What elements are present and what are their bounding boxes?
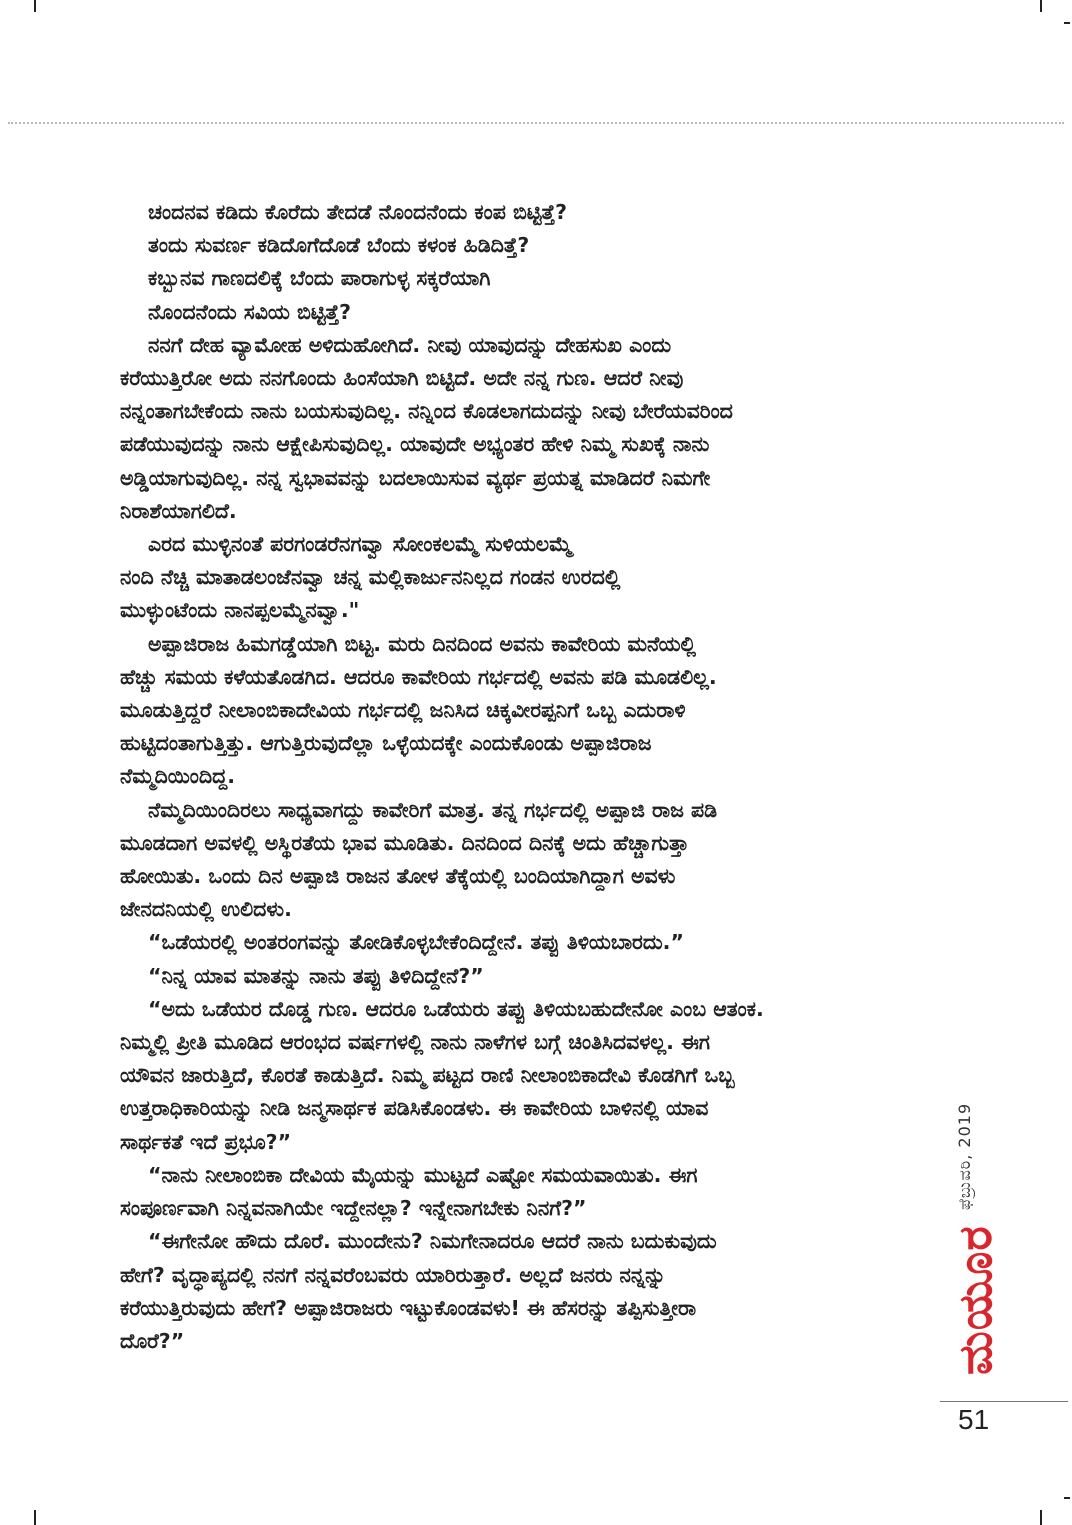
paragraph — [120, 628, 930, 794]
text-line: ನಿರಾಶೆಯಾಗಲಿದೆ. — [120, 498, 237, 523]
crop-mark-bottom-left — [34, 1510, 36, 1525]
crop-mark-top-left — [34, 0, 36, 12]
verse-line: ತಂದು ಸುವರ್ಣ ಕಡಿದೊಗೆದೊಡೆ ಬೆಂದು ಕಳಂಕ ಹಿಡಿದಿತ್ತೆ? — [148, 233, 530, 258]
crop-mark-right-upper — [1064, 22, 1070, 24]
text-line: “ನಿನ್ನ ಯಾವ ಮಾತನ್ನು ನಾನು ತಪ್ಪು ತಿಳಿದಿದ್ದೇನೆ?” — [148, 963, 484, 988]
folio-rule — [940, 1401, 1068, 1402]
text-line: ಮೂಡುತ್ತಿದ್ದರೆ ನೀಲಾಂಬಿಕಾದೇವಿಯ ಗರ್ಭದಲ್ಲಿ ಜನಿಸಿದ ಚಿಕ್ಕವೀರಪ್ಪನಿಗೆ ಒಬ್ಬ ಎದುರಾಳಿ — [120, 698, 686, 723]
text-line: ಹೋಯಿತು. ಒಂದು ದಿನ ಅಪ್ಪಾಜಿ ರಾಜನ ತೋಳ ತೆಕ್ಕೆಯಲ್ಲಿ ಬಂದಿಯಾಗಿದ್ದಾಗ ಅವಳು — [120, 864, 676, 889]
issue-date-text: ಫೆಬ್ರುವರಿ, 2019 — [955, 1102, 974, 1210]
paragraph — [120, 329, 930, 528]
text-line: ನಂದಿ ನೆಚ್ಚಿ ಮಾತಾಡಲಂಜೆನವ್ವಾ ಚನ್ನ ಮಲ್ಲಿಕಾರ್ಜುನನಿಲ್ಲದ ಗಂಡನ ಉರದಲ್ಲಿ — [120, 565, 621, 590]
paragraph — [120, 1159, 930, 1225]
text-line: ಅಪ್ಪಾಜಿರಾಜ ಹಿಮಗಡ್ಡೆಯಾಗಿ ಬಿಟ್ಟ. ಮರು ದಿನದಿಂದ ಅವನು ಕಾವೇರಿಯ ಮನೆಯಲ್ಲಿ — [148, 631, 697, 656]
paragraph — [120, 1225, 930, 1358]
paragraph — [120, 960, 930, 993]
crop-mark-top-right — [1040, 0, 1042, 12]
text-line: “ಅದು ಒಡೆಯರ ದೊಡ್ಡ ಗುಣ. ಆದರೂ ಒಡೆಯರು ತಪ್ಪು ತಿಳಿಯಬಹುದೇನೋ ಎಂಬ ಆತಂಕ. — [148, 996, 764, 1021]
text-line: ನನಗೆ ದೇಹ ವ್ಯಾಮೋಹ ಅಳಿದುಹೋಗಿದೆ. ನೀವು ಯಾವುದನ್ನು ದೇಹಸುಖ ಎಂದು — [148, 332, 672, 357]
text-line: ಮೂಡದಾಗ ಅವಳಲ್ಲಿ ಅಸ್ಥಿರತೆಯ ಭಾವ ಮೂಡಿತು. ದಿನದಿಂದ ದಿನಕ್ಕೆ ಅದು ಹೆಚ್ಚಾಗುತ್ತಾ — [120, 830, 689, 855]
header-dotted-rule — [8, 122, 1064, 124]
text-line: ಹೆಚ್ಚು ಸಮಯ ಕಳೆಯತೊಡಗಿದ. ಆದರೂ ಕಾವೇರಿಯ ಗರ್ಭದಲ್ಲಿ ಅವನು ಪಡಿ ಮೂಡಲಿಲ್ಲ. — [120, 664, 717, 689]
paragraph — [120, 794, 930, 927]
text-line: “ಈಗೇನೋ ಹೌದು ದೊರೆ. ಮುಂದೇನು? ನಿಮಗೇನಾದರೂ ಆದರೆ ನಾನು ಬದುಕುವುದು — [148, 1229, 717, 1254]
text-line: ಮುಳ್ಳುಂಟೆಂದು ನಾನಪ್ಪಲಮ್ಮೆನವ್ವಾ." — [120, 598, 360, 623]
verse-line: ಚಂದನವ ಕಡಿದು ಕೊರೆದು ತೇದಡೆ ನೊಂದನೆಂದು ಕಂಪ ಬಿಟ್ಟಿತ್ತೆ? — [148, 200, 567, 224]
text-line: ದೊರೆ?” — [120, 1328, 185, 1353]
text-line: ಕರೆಯುತ್ತಿರೋ ಅದು ನನಗೊಂದು ಹಿಂಸೆಯಾಗಿ ಬಿಟ್ಟಿದೆ. ಅದೇ ನನ್ನ ಗುಣ. ಆದರೆ ನೀವು — [120, 366, 684, 391]
text-line: ಉತ್ತರಾಧಿಕಾರಿಯನ್ನು ನೀಡಿ ಜನ್ಮಸಾರ್ಥಕ ಪಡಿಸಿಕೊಂಡಳು. ಈ ಕಾವೇರಿಯ ಬಾಳಿನಲ್ಲಿ ಯಾವ — [120, 1096, 709, 1121]
text-line: ಹೇಗೆ? ವೃದ್ಧಾಪ್ಯದಲ್ಲಿ ನನಗೆ ನನ್ನವರೆಂಬವರು ಯಾರಿರುತ್ತಾರೆ. ಅಲ್ಲದೆ ಜನರು ನನ್ನನ್ನು — [120, 1262, 666, 1287]
text-line: “ನಾನು ನೀಲಾಂಬಿಕಾ ದೇವಿಯ ಮೈಯನ್ನು ಮುಟ್ಟದೆ ಎಷ್ಟೋ ಸಮಯವಾಯಿತು. ಈಗ — [148, 1162, 698, 1187]
text-line: ಯೌವನ ಜಾರುತ್ತಿದೆ, ಕೊರತೆ ಕಾಡುತ್ತಿದೆ. ನಿಮ್ಮ ಪಟ್ಟದ ರಾಣಿ ನೀಲಾಂಬಿಕಾದೇವಿ ಕೊಡಗಿಗೆ ಒಬ್ಬ — [120, 1063, 735, 1088]
text-line: ನೆಮ್ಮದಿಯಿಂದಿದ್ದ. — [120, 764, 235, 789]
verse-line: ಕಬ್ಬುನವ ಗಾಣದಲಿಕ್ಕೆ ಬೆಂದು ಪಾರಾಗುಳ್ಳ ಸಕ್ಕರೆಯಾಗಿ — [148, 266, 491, 291]
text-line: ಸಂಪೂರ್ಣವಾಗಿ ನಿನ್ನವನಾಗಿಯೇ ಇದ್ದೇನಲ್ಲಾ? ಇನ್ನೇನಾಗಬೇಕು ನಿನಗೆ?” — [120, 1196, 587, 1221]
paragraph — [120, 926, 930, 959]
verse-block — [120, 196, 930, 329]
text-line: ಕರೆಯುತ್ತಿರುವುದು ಹೇಗೆ? ಅಪ್ಪಾಜಿರಾಜರು ಇಟ್ಟುಕೊಂಡವಳು! ಈ ಹೆಸರನ್ನು ತಪ್ಪಿಸುತ್ತೀರಾ — [120, 1295, 697, 1320]
text-line: ನಿಮ್ಮಲ್ಲಿ ಪ್ರೀತಿ ಮೂಡಿದ ಆರಂಭದ ವರ್ಷಗಳಲ್ಲಿ ನಾನು ನಾಳೆಗಳ ಬಗ್ಗೆ ಚಿಂತಿಸಿದವಳಲ್ಲ. ಈಗ — [120, 1030, 710, 1055]
text-line: ಅಡ್ಡಿಯಾಗುವುದಿಲ್ಲ. ನನ್ನ ಸ್ವಭಾವವನ್ನು ಬದಲಾಯಿಸುವ ವ್ಯರ್ಥ ಪ್ರಯತ್ನ ಮಾಡಿದರೆ ನಿಮಗೇ — [120, 465, 711, 490]
crop-mark-right-lower — [1064, 1497, 1070, 1499]
verse-line: ನೊಂದನೆಂದು ಸವಿಯ ಬಿಟ್ಟಿತ್ತೆ? — [148, 299, 351, 324]
text-line: ನೆಮ್ಮದಿಯಿಂದಿರಲು ಸಾಧ್ಯವಾಗದ್ದು ಕಾವೇರಿಗೆ ಮಾತ್ರ. ತನ್ನ ಗರ್ಭದಲ್ಲಿ ಅಪ್ಪಾಜಿ ರಾಜ ಪಡಿ — [148, 797, 718, 822]
text-line: ಪಡೆಯುವುದನ್ನು ನಾನು ಆಕ್ಷೇಪಿಸುವುದಿಲ್ಲ. ಯಾವುದೇ ಅಭ್ಯಂತರ ಹೇಳಿ ನಿಮ್ಮ ಸುಖಕ್ಕೆ ನಾನು — [120, 432, 710, 457]
text-line: ಸಾರ್ಥಕತೆ ಇದೆ ಪ್ರಭೂ?” — [120, 1129, 292, 1154]
page-number: 51 — [958, 1404, 990, 1435]
magazine-logo-text: ಮಯೂರ — [948, 1225, 1002, 1375]
text-line: ಹುಟ್ಟಿದಂತಾಗುತ್ತಿತ್ತು. ಆಗುತ್ತಿರುವುದೆಲ್ಲಾ ಒಳ್ಳೆಯದಕ್ಕೇ ಎಂದುಕೊಂಡು ಅಪ್ಪಾಜಿರಾಜ — [120, 731, 652, 756]
article-body — [120, 196, 930, 1358]
paragraph — [120, 528, 930, 628]
text-line: ನನ್ನಂತಾಗಬೇಕೆಂದು ನಾನು ಬಯಸುವುದಿಲ್ಲ. ನನ್ನಿಂದ ಕೊಡಲಾಗದುದನ್ನು ನೀವು ಬೇರೆಯವರಿಂದ — [120, 399, 733, 424]
paragraph — [120, 993, 930, 1159]
text-line: ಎರದ ಮುಳ್ಳಿನಂತೆ ಪರಗಂಡರೆನಗವ್ವಾ ಸೋಂಕಲಮ್ಮೆ ಸುಳಿಯಲಮ್ಮೆ — [148, 532, 573, 557]
crop-mark-bottom-right — [1040, 1510, 1042, 1525]
text-line: ಜೇನದನಿಯಲ್ಲಿ ಉಲಿದಳು. — [120, 897, 292, 922]
text-line: “ಒಡೆಯರಲ್ಲಿ ಅಂತರಂಗವನ್ನು ತೋಡಿಕೊಳ್ಳಬೇಕೆಂದಿದ್ದೇನೆ. ತಪ್ಪು ತಿಳಿಯಬಾರದು.” — [148, 930, 684, 955]
